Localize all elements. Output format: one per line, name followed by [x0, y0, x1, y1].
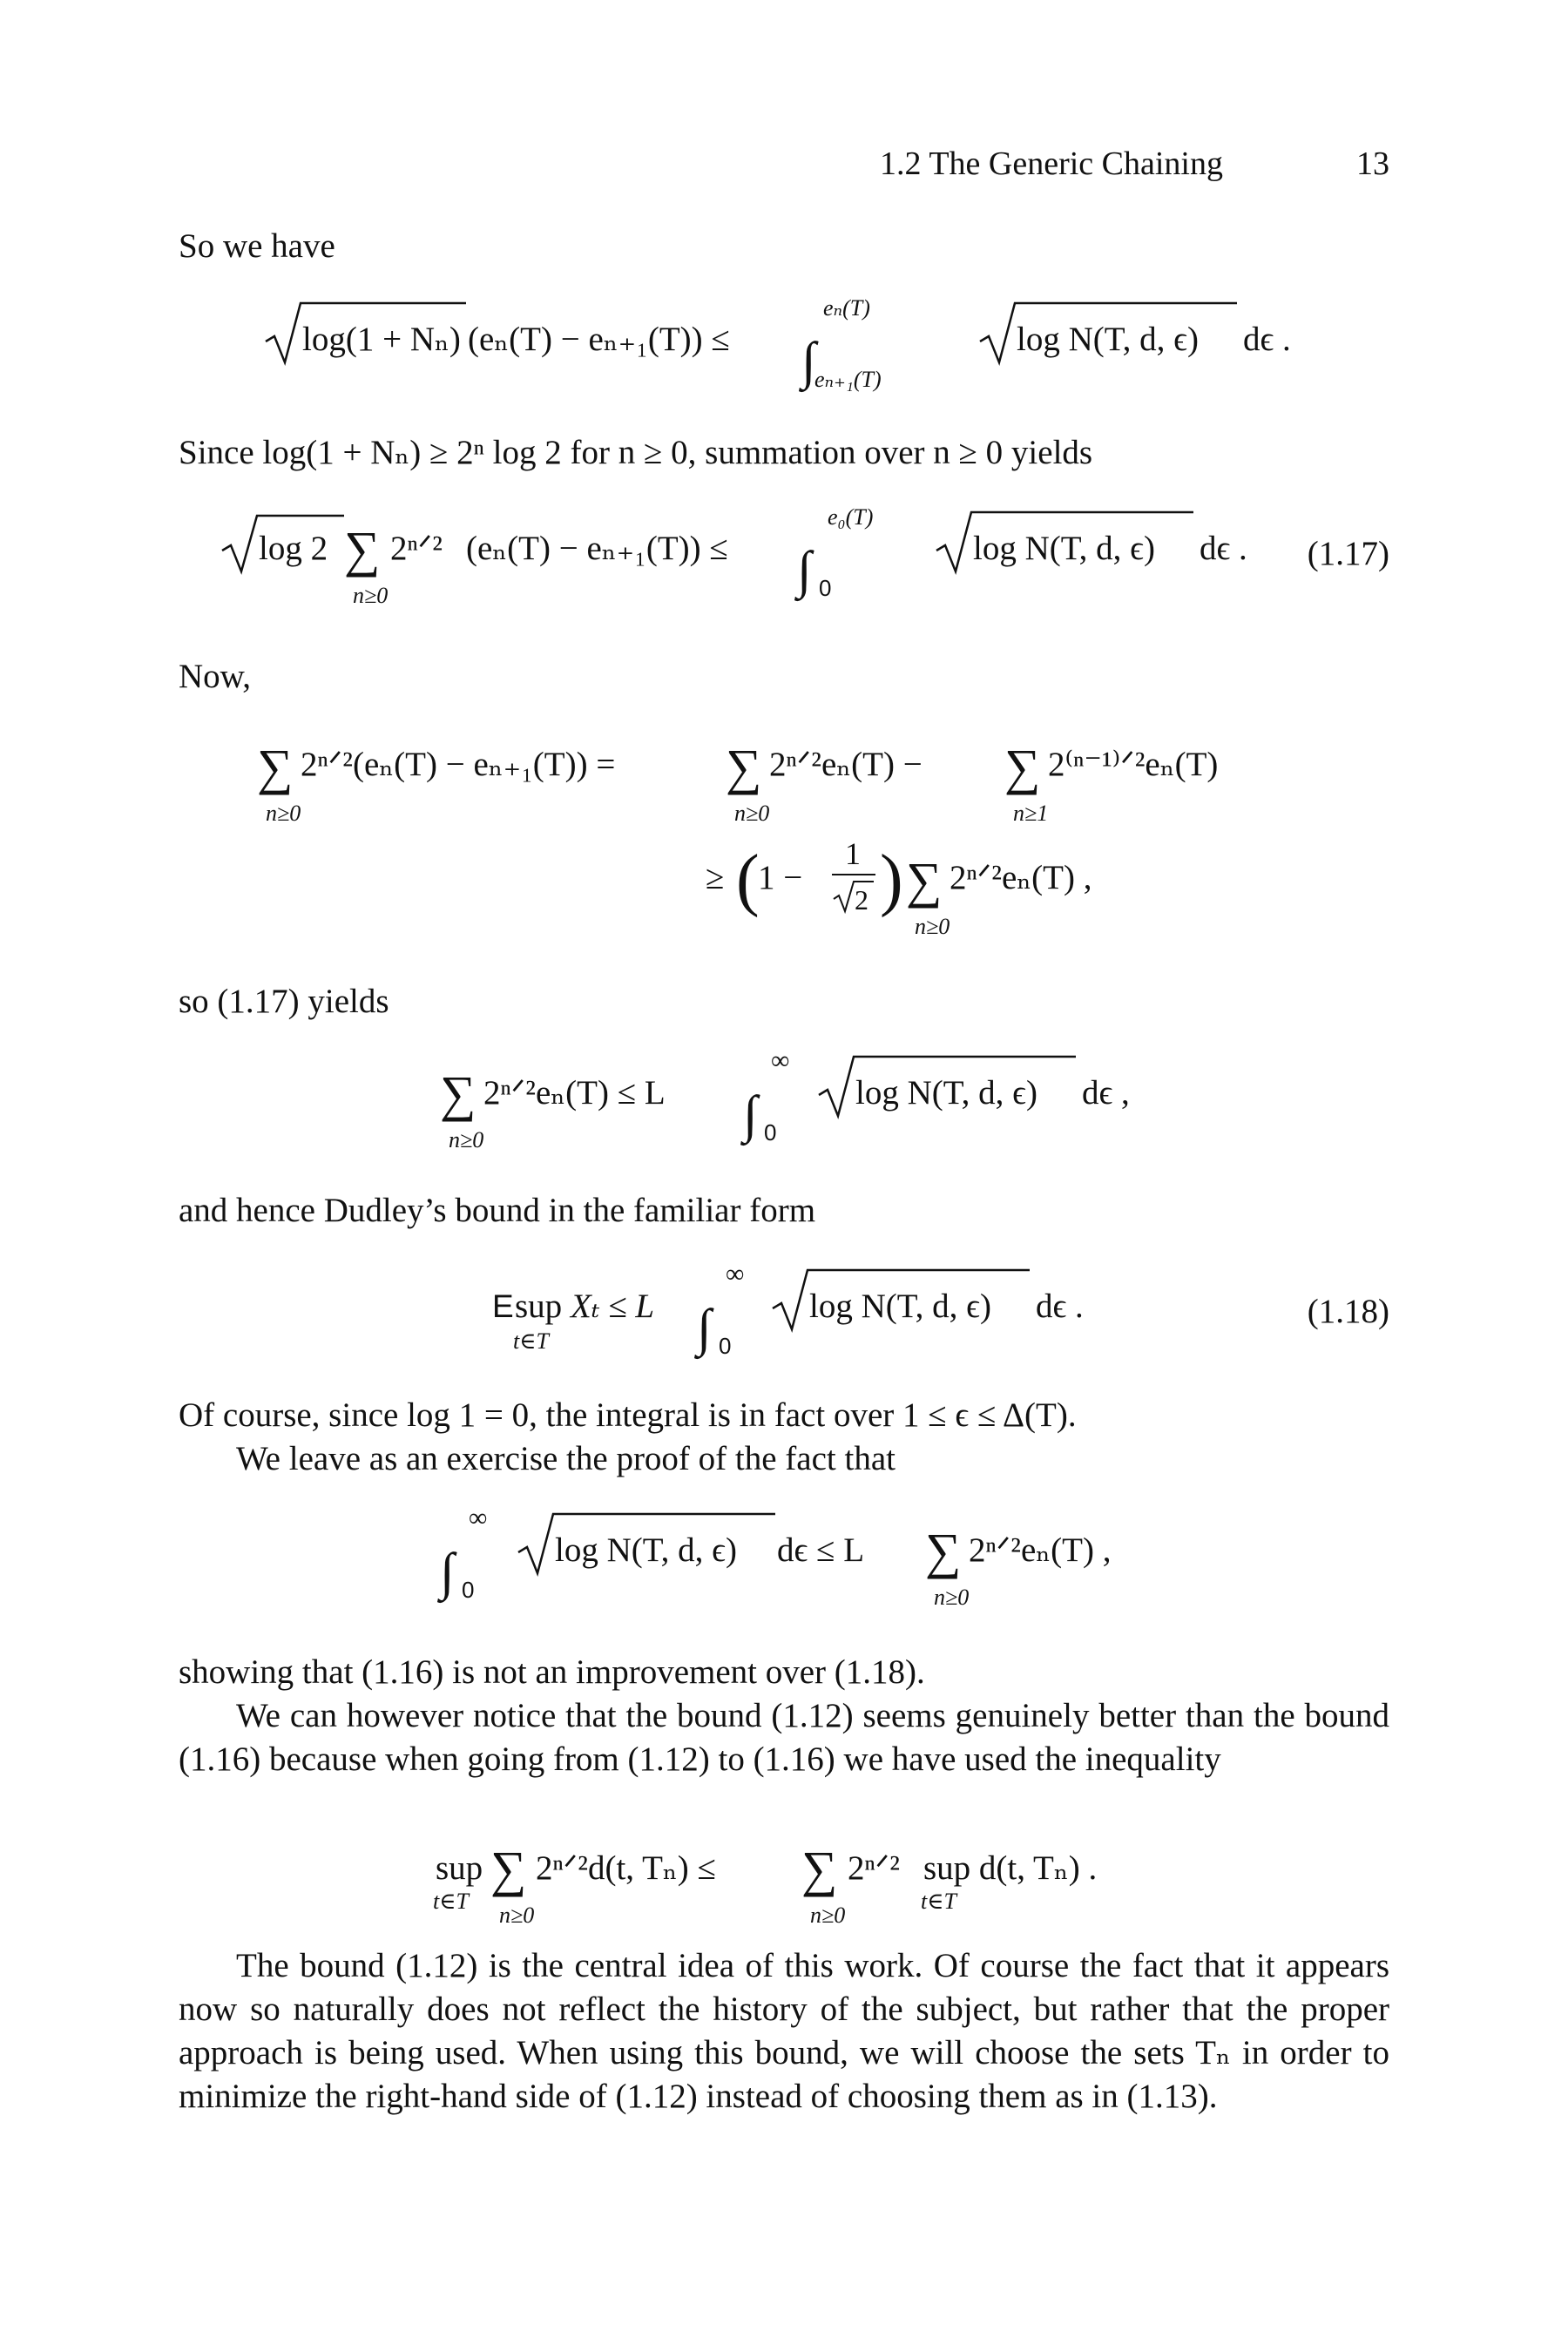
paragraph-we-leave: We leave as an exercise the proof of the fact that — [236, 1440, 896, 1477]
sum-subscript: n≥0 — [915, 914, 950, 939]
log-two: log 2 — [259, 530, 328, 567]
sum-sign: ∑ — [440, 1065, 476, 1122]
integral-upper-limit: ∞ — [726, 1260, 745, 1288]
integral-sign: ∫ — [697, 1299, 712, 1356]
equation-number-1-17: (1.17) — [1307, 534, 1389, 572]
paragraph-we-can: We can however notice that the bound (1.12) seems genuinely better than the bound (1.16) because when going from (1.12) to (1.16) we have used the inequality — [179, 1697, 1389, 1778]
equation-telescoping — [179, 721, 1389, 835]
sum-subscript: n≥0 — [353, 583, 389, 608]
sum-subscript: n≥0 — [934, 1585, 970, 1610]
sup-operator: sup — [515, 1288, 563, 1325]
differential: dϵ . — [1243, 321, 1291, 358]
sum-sign-2: ∑ — [726, 739, 762, 795]
fraction-denominator: 2 — [855, 884, 868, 916]
lhs-difference: (eₙ(T) − eₙ₊₁(T)) ≤ — [468, 321, 730, 358]
sum-sign-1: ∑ — [257, 739, 294, 795]
sum-subscript: n≥0 — [449, 1127, 484, 1152]
telescoping-term-2: 2ⁿᐟ²eₙ(T) − — [769, 746, 923, 783]
right-paren: ) — [880, 841, 903, 918]
equation-sqrt-log-bound — [179, 287, 1389, 401]
equation-lower-bound — [179, 826, 1389, 939]
integral-lower-limit: eₙ₊₁(T) — [814, 367, 882, 392]
equation-exercise — [179, 1498, 1389, 1612]
sum-sign: ∑ — [906, 852, 943, 909]
paragraph-since: Since log(1 + Nₙ) ≥ 2ⁿ log 2 for n ≥ 0, summation over n ≥ 0 yields — [179, 434, 1093, 471]
one-minus: 1 − — [758, 859, 803, 896]
equation-sum-bound — [179, 1041, 1389, 1154]
integral-sign: ∫ — [440, 1543, 455, 1600]
rhs-sup: sup d(t, Tₙ) . — [923, 1849, 1098, 1887]
process-term: Xₜ ≤ L — [571, 1288, 655, 1325]
integral-sign: ∫ — [743, 1085, 758, 1143]
lhs-term: 2ⁿᐟ²d(t, Tₙ) ≤ — [536, 1849, 716, 1887]
rhs-power: 2ⁿᐟ² — [848, 1849, 900, 1887]
integrand: log N(T, d, ϵ) — [1017, 321, 1199, 358]
paragraph-and-hence: and hence Dudley’s bound in the familiar form — [179, 1192, 816, 1229]
integral-sign: ∫ — [797, 541, 812, 598]
integrand: log N(T, d, ϵ) — [855, 1074, 1037, 1112]
integral-upper-limit: e₀(T) — [828, 504, 874, 530]
integral-upper-limit: ∞ — [469, 1504, 488, 1532]
paragraph-now: Now, — [179, 658, 252, 695]
integral-lower-limit: 0 — [764, 1119, 777, 1146]
telescoping-lhs: 2ⁿᐟ²(eₙ(T) − eₙ₊₁(T)) = — [301, 746, 616, 783]
log-argument: log(1 + Nₙ) — [302, 321, 461, 358]
sum-term: 2ⁿᐟ²eₙ(T) , — [969, 1531, 1112, 1569]
sum-sign-1: ∑ — [490, 1841, 527, 1897]
telescoping-term-3: 2⁽ⁿ⁻¹⁾ᐟ²eₙ(T) — [1048, 746, 1219, 783]
sup-operator: sup — [436, 1849, 483, 1887]
sum-sign-2: ∑ — [801, 1841, 838, 1897]
equation-number-1-18: (1.18) — [1307, 1292, 1389, 1330]
power-term: 2ⁿᐟ² — [390, 530, 443, 567]
integrand: log N(T, d, ϵ) — [809, 1288, 991, 1325]
sum-subscript-2: n≥0 — [734, 801, 770, 826]
sup-subscript: t∈T — [433, 1889, 469, 1914]
integrand: log N(T, d, ϵ) — [973, 530, 1155, 567]
expectation-symbol: E — [492, 1288, 514, 1324]
integral-lower-limit: 0 — [819, 575, 832, 601]
sum-sign: ∑ — [925, 1523, 962, 1579]
integrand: log N(T, d, ϵ) — [555, 1531, 737, 1569]
sum-sign-3: ∑ — [1004, 739, 1041, 795]
differential: dϵ , — [1082, 1074, 1130, 1112]
sum-subscript-1: n≥0 — [266, 801, 301, 826]
differential-leq: dϵ ≤ L — [777, 1531, 865, 1569]
sup-subscript: t∈T — [513, 1328, 549, 1354]
sum-term: 2ⁿᐟ²eₙ(T) , — [950, 859, 1092, 896]
fraction-numerator: 1 — [845, 836, 861, 871]
geq-sign: ≥ — [706, 859, 725, 896]
integral-sign: ∫ — [801, 332, 816, 389]
integral-lower-limit: 0 — [462, 1577, 475, 1603]
left-paren: ( — [736, 841, 760, 918]
integral-lower-limit: 0 — [719, 1333, 732, 1359]
integral-upper-limit: eₙ(T) — [823, 295, 870, 321]
sum-sign: ∑ — [344, 521, 381, 578]
paragraph-showing: showing that (1.16) is not an improvement over (1.18). — [179, 1653, 925, 1691]
sum-lhs: 2ⁿᐟ²eₙ(T) ≤ L — [483, 1074, 666, 1112]
paragraph-so-yields: so (1.17) yields — [179, 983, 389, 1020]
paragraph-so-we-have: So we have — [179, 227, 335, 265]
sum-subscript-1: n≥0 — [499, 1903, 535, 1928]
paragraph-the-bound: The bound (1.12) is the central idea of this work. Of course the fact that it appears now so naturally does not reflect the history of the subject, but rather that the proper approach is being used. When using this bound, we will choose the sets Tₙ in order to minimize the right-hand side of (1.12) instead of choosing them as in (1.13). — [179, 1947, 1389, 2115]
sum-subscript-3: n≥1 — [1013, 801, 1049, 826]
page-number: 13 — [1356, 145, 1389, 182]
rhs-sup-subscript: t∈T — [921, 1889, 956, 1914]
equation-sup-inequality — [179, 1825, 1389, 1938]
equation-1-18 — [179, 1254, 1389, 1368]
sum-subscript-2: n≥0 — [810, 1903, 846, 1928]
lhs-difference: (eₙ(T) − eₙ₊₁(T)) ≤ — [466, 530, 728, 567]
integral-upper-limit: ∞ — [771, 1046, 790, 1075]
differential: dϵ . — [1036, 1288, 1084, 1325]
paragraph-of-course: Of course, since log 1 = 0, the integral is in fact over 1 ≤ ϵ ≤ Δ(T). — [179, 1396, 1077, 1434]
section-title: 1.2 The Generic Chaining — [880, 145, 1223, 182]
equation-1-17 — [179, 497, 1389, 610]
differential: dϵ . — [1200, 530, 1247, 567]
